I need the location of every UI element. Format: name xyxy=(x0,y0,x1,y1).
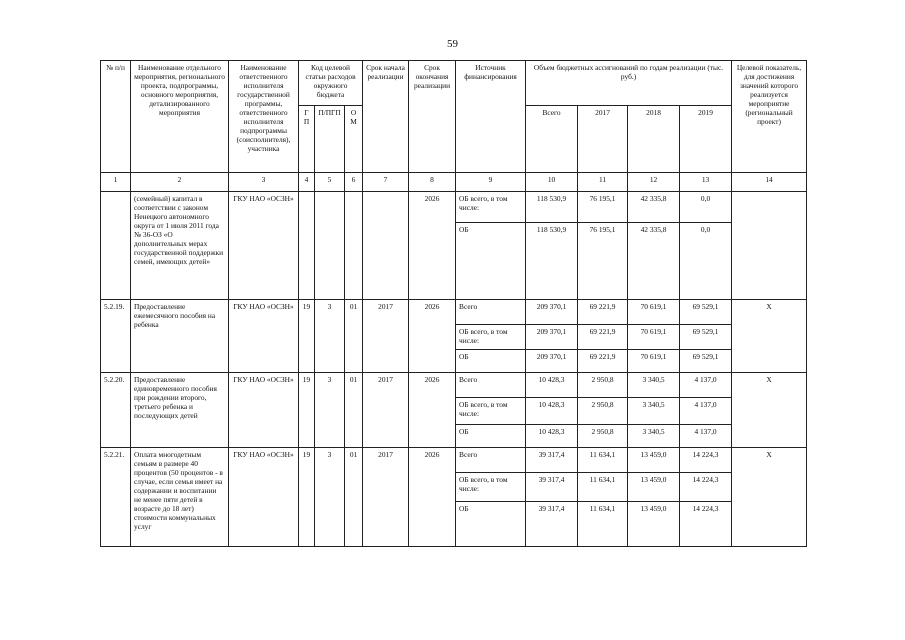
column-index-cell: 2 xyxy=(131,173,229,192)
row-num xyxy=(101,192,131,300)
page-number: 59 xyxy=(447,38,458,50)
row-y2017: 11 634,1 xyxy=(578,502,628,547)
header-2019: 2019 xyxy=(680,106,732,173)
row-y2019: 4 137,0 xyxy=(680,398,732,425)
row-y2018: 42 335,8 xyxy=(628,223,680,300)
row-y2018: 70 619,1 xyxy=(628,350,680,373)
header-2018: 2018 xyxy=(628,106,680,173)
row-start: 2017 xyxy=(363,448,409,547)
row-y2017: 76 195,1 xyxy=(578,223,628,300)
row-name: Предоставление ежемесячного пособия на ребенка xyxy=(131,300,229,373)
row-source: ОБ всего, в том числе: xyxy=(456,398,526,425)
row-y2019: 69 529,1 xyxy=(680,325,732,350)
row-source: ОБ xyxy=(456,223,526,300)
row-total: 39 317,4 xyxy=(526,448,578,473)
row-y2017: 11 634,1 xyxy=(578,448,628,473)
row-y2019: 14 224,3 xyxy=(680,448,732,473)
row-om: 01 xyxy=(345,300,363,373)
row-end: 2026 xyxy=(409,448,456,547)
row-y2019: 69 529,1 xyxy=(680,300,732,325)
column-index-cell: 8 xyxy=(409,173,456,192)
row-start xyxy=(363,192,409,300)
row-target: Х xyxy=(732,373,807,448)
row-total: 39 317,4 xyxy=(526,473,578,502)
row-y2018: 13 459,0 xyxy=(628,473,680,502)
column-index-cell: 11 xyxy=(578,173,628,192)
row-ppgp: 3 xyxy=(315,373,345,448)
row-total: 209 370,1 xyxy=(526,350,578,373)
row-y2017: 76 195,1 xyxy=(578,192,628,223)
header-om: ОМ xyxy=(345,106,363,173)
row-responsible: ГКУ НАО «ОСЗН» xyxy=(229,192,299,300)
row-ppgp xyxy=(315,192,345,300)
row-num: 5.2.19. xyxy=(101,300,131,373)
row-responsible: ГКУ НАО «ОСЗН» xyxy=(229,300,299,373)
row-target xyxy=(732,192,807,300)
row-total: 209 370,1 xyxy=(526,300,578,325)
row-gp: 19 xyxy=(299,448,315,547)
row-y2017: 69 221,9 xyxy=(578,300,628,325)
row-target: Х xyxy=(732,448,807,547)
row-source: ОБ xyxy=(456,350,526,373)
row-y2019: 0,0 xyxy=(680,223,732,300)
row-total: 10 428,3 xyxy=(526,398,578,425)
column-index-cell: 7 xyxy=(363,173,409,192)
row-y2017: 2 950,8 xyxy=(578,398,628,425)
row-target: Х xyxy=(732,300,807,373)
column-index-row xyxy=(101,173,807,192)
header-target: Целевой показатель, для достижения значений которого реализуется мероприятие (региональный проект) xyxy=(732,61,807,173)
row-total: 39 317,4 xyxy=(526,502,578,547)
row-source: ОБ всего, в том числе: xyxy=(456,192,526,223)
row-source: Всего xyxy=(456,448,526,473)
row-y2018: 70 619,1 xyxy=(628,325,680,350)
header-name: Наименование отдельного мероприятия, регионального проекта, подпрограммы, основного мероприятия, детализированного мероприятия xyxy=(131,61,229,173)
row-y2018: 13 459,0 xyxy=(628,502,680,547)
header-code: Код целевой статьи расходов окружного бюджета xyxy=(299,61,363,106)
row-ppgp: 3 xyxy=(315,448,345,547)
header-source: Источник финансирования xyxy=(456,61,526,173)
row-y2017: 69 221,9 xyxy=(578,325,628,350)
row-y2017: 2 950,8 xyxy=(578,425,628,448)
column-index-cell: 14 xyxy=(732,173,807,192)
column-index-cell: 13 xyxy=(680,173,732,192)
row-gp xyxy=(299,192,315,300)
header-2017: 2017 xyxy=(578,106,628,173)
budget-table xyxy=(100,60,807,547)
column-index-cell: 10 xyxy=(526,173,578,192)
row-responsible: ГКУ НАО «ОСЗН» xyxy=(229,448,299,547)
row-num: 5.2.21. xyxy=(101,448,131,547)
column-index-cell: 9 xyxy=(456,173,526,192)
row-name: (семейный) капитал в соответствии с законом Ненецкого автономного округа от 1 июля 2011 года № 36-ОЗ «О дополнительных мерах государственной поддержки семей, имеющих детей» xyxy=(131,192,229,300)
row-y2017: 11 634,1 xyxy=(578,473,628,502)
header-responsible: Наименование ответственного исполнителя государственной программы, ответственного исполнителя подпрограммы (соисполнителя), участника xyxy=(229,61,299,173)
row-end: 2026 xyxy=(409,192,456,300)
header-total: Всего xyxy=(526,106,578,173)
row-start: 2017 xyxy=(363,373,409,448)
row-ppgp: 3 xyxy=(315,300,345,373)
row-end: 2026 xyxy=(409,300,456,373)
row-num: 5.2.20. xyxy=(101,373,131,448)
row-y2018: 42 335,8 xyxy=(628,192,680,223)
row-gp: 19 xyxy=(299,373,315,448)
column-index-cell: 3 xyxy=(229,173,299,192)
row-total: 209 370,1 xyxy=(526,325,578,350)
row-source: ОБ xyxy=(456,425,526,448)
row-total: 10 428,3 xyxy=(526,425,578,448)
row-total: 10 428,3 xyxy=(526,373,578,398)
row-source: ОБ всего, в том числе: xyxy=(456,473,526,502)
header-num: № п/п xyxy=(101,61,131,173)
row-responsible: ГКУ НАО «ОСЗН» xyxy=(229,373,299,448)
row-y2018: 13 459,0 xyxy=(628,448,680,473)
table-row xyxy=(101,373,807,398)
table-row xyxy=(101,192,807,223)
row-y2019: 4 137,0 xyxy=(680,373,732,398)
row-y2019: 69 529,1 xyxy=(680,350,732,373)
row-y2018: 70 619,1 xyxy=(628,300,680,325)
row-om: 01 xyxy=(345,373,363,448)
row-y2018: 3 340,5 xyxy=(628,373,680,398)
table-row xyxy=(101,300,807,325)
row-name: Предоставление единовременного пособия при рождении второго, третьего ребенка и последующих детей xyxy=(131,373,229,448)
row-y2019: 0,0 xyxy=(680,192,732,223)
row-y2017: 2 950,8 xyxy=(578,373,628,398)
row-y2019: 4 137,0 xyxy=(680,425,732,448)
header-ppgp: П/ПГП xyxy=(315,106,345,173)
row-y2018: 3 340,5 xyxy=(628,425,680,448)
row-name: Оплата многодетным семьям в размере 40 процентов (50 процентов - в случае, если семья имеет на содержании и воспитании не менее пяти детей в возрасте до 18 лет) стоимости коммунальных услуг xyxy=(131,448,229,547)
row-total: 118 530,9 xyxy=(526,192,578,223)
row-source: Всего xyxy=(456,373,526,398)
row-om: 01 xyxy=(345,448,363,547)
row-gp: 19 xyxy=(299,300,315,373)
header-start: Срок начала реализации xyxy=(363,61,409,173)
table-body xyxy=(101,192,807,547)
row-y2019: 14 224,3 xyxy=(680,473,732,502)
row-y2017: 69 221,9 xyxy=(578,350,628,373)
table-row xyxy=(101,448,807,473)
header-end: Срок окончания реализации xyxy=(409,61,456,173)
row-y2019: 14 224,3 xyxy=(680,502,732,547)
row-source: Всего xyxy=(456,300,526,325)
row-om xyxy=(345,192,363,300)
row-y2018: 3 340,5 xyxy=(628,398,680,425)
row-end: 2026 xyxy=(409,373,456,448)
header-budget: Объем бюджетных ассигнований по годам реализации (тыс. руб.) xyxy=(526,61,732,106)
column-index-cell: 12 xyxy=(628,173,680,192)
column-index-cell: 1 xyxy=(101,173,131,192)
header-gp: ГП xyxy=(299,106,315,173)
column-index-cell: 6 xyxy=(345,173,363,192)
row-total: 118 530,9 xyxy=(526,223,578,300)
column-index-cell: 5 xyxy=(315,173,345,192)
column-index-cell: 4 xyxy=(299,173,315,192)
row-start: 2017 xyxy=(363,300,409,373)
row-source: ОБ всего, в том числе: xyxy=(456,325,526,350)
row-source: ОБ xyxy=(456,502,526,547)
